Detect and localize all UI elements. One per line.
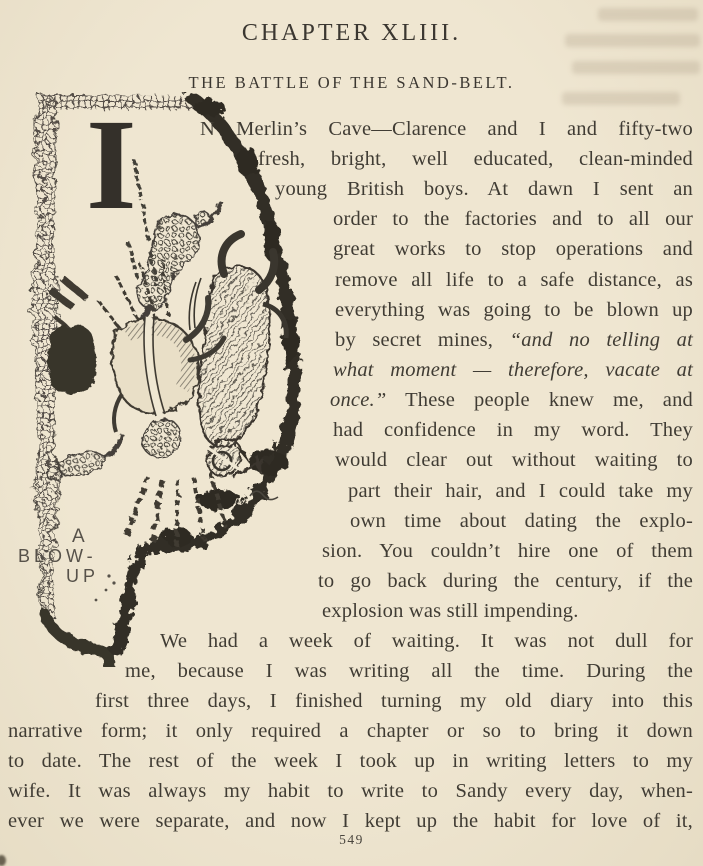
text-line-p1-3: young British boys. At dawn I sent an <box>275 178 693 200</box>
line-segment: by secret mines, <box>335 329 510 351</box>
caption-up: UP <box>66 566 100 586</box>
text-line-p2-6: wife. It was always my habit to write to Sandy every day, when- <box>8 780 693 802</box>
page-showthrough <box>598 8 698 21</box>
line-segment-italic: once.” <box>330 389 387 411</box>
text-line-p1-9: what moment — therefore, vacate at <box>333 359 693 381</box>
fallen-knight <box>47 434 122 481</box>
illustration-caption <box>18 526 116 601</box>
text-line-p1-13: part their hair, and I could take my <box>348 480 693 502</box>
text-line-p1-14: own time about dating the explo- <box>350 510 693 532</box>
text-line-p1-17: explosion was still impending. <box>322 600 579 622</box>
text-line-p1-11: had confidence in my word. They <box>333 419 693 441</box>
page-showthrough <box>565 34 700 47</box>
text-line-p2-3: first three days, I finished turning my old diary into this <box>95 690 693 712</box>
dark-mass <box>48 325 96 393</box>
text-line-p1-4: order to the factories and to all our <box>333 208 693 230</box>
text-line-p1-12: would clear out without waiting to <box>335 449 693 471</box>
drop-cap: I <box>86 93 137 237</box>
text-line-p2-2: me, because I was writing all the time. During the <box>125 660 693 682</box>
explosion-illustration <box>10 92 310 667</box>
text-line-p1-10 <box>330 386 693 414</box>
text-line-p2-5: to date. The rest of the week I took up in writing letters to my <box>8 750 693 772</box>
line-segment: These people knew me, and <box>405 389 693 411</box>
page-number: 549 <box>339 832 364 847</box>
text-line-p1-7: everything was going to be blown up <box>335 299 693 321</box>
caption-blow: BLOW- <box>18 546 97 566</box>
text-line-p1-6: remove all life to a safe distance, as <box>335 269 693 291</box>
line-segment-italic: “and no telling at <box>509 329 693 351</box>
page-showthrough <box>562 92 680 105</box>
page-edge-speck <box>0 855 6 866</box>
text-line-p2-4: narrative form; it only required a chapter or so to bring it down <box>8 720 693 742</box>
text-line-p1-2: fresh, bright, well educated, clean-minded <box>258 148 693 170</box>
text-line-p1-1: N Merlin’s Cave—Clarence and I and fifty-two <box>200 118 693 140</box>
text-line-p1-16: to go back during the century, if the <box>318 570 693 592</box>
section-title: THE BATTLE OF THE SAND-BELT. <box>188 73 515 92</box>
chainmail-leg <box>142 419 181 457</box>
text-line-p1-8 <box>335 326 693 354</box>
chapter-title: CHAPTER XLIII. <box>241 20 462 46</box>
text-line-p1-15: sion. You couldn’t hire one of them <box>322 540 693 562</box>
text-line-p1-5: great works to stop operations and <box>333 238 693 260</box>
page-showthrough <box>572 61 700 74</box>
text-line-p2-1: We had a week of waiting. It was not dull for <box>160 630 693 652</box>
text-line-p2-7: ever we were separate, and now I kept up the habit for love of it, <box>8 810 693 832</box>
caption-a: A <box>72 526 88 547</box>
